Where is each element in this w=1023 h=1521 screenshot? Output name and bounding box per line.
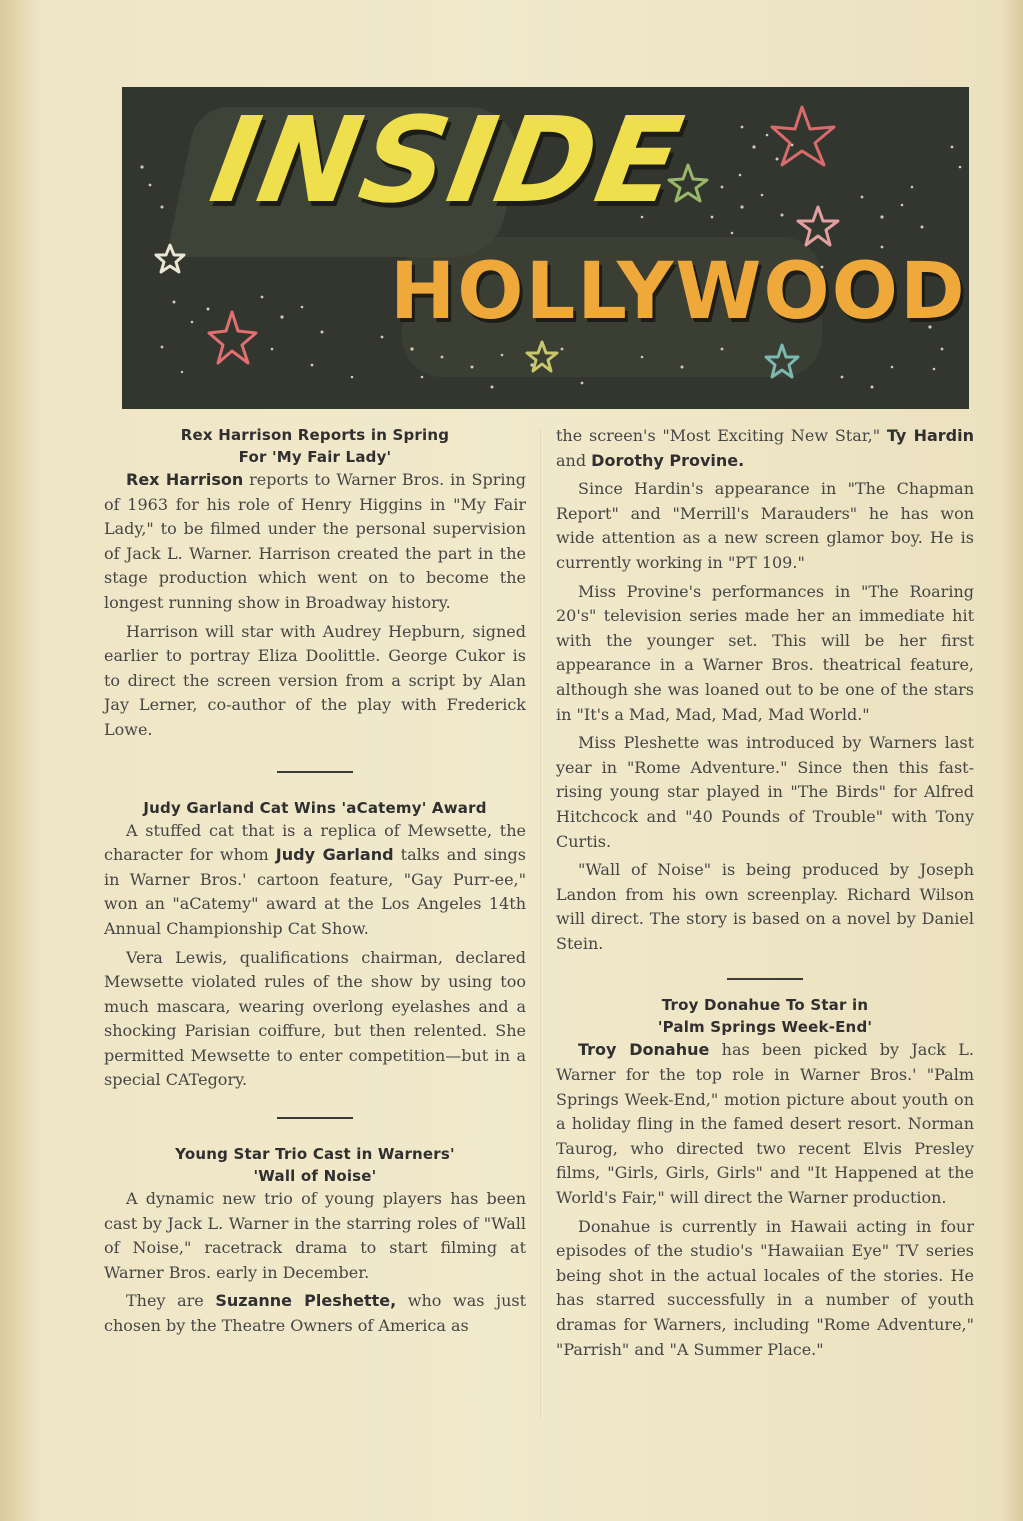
column-rule [540,428,541,1418]
article-headline: Judy Garland Cat Wins 'aCatemy' Award [143,798,487,817]
article-troy-donahue [556,994,974,1362]
section-divider [277,1117,353,1119]
article-headline [104,1143,526,1187]
article-paragraph: Miss Pleshette was introduced by Warners last year in "Rome Adventure." Since then this fast-rising young star played in "The Birds" for Alfred Hitchcock and "40 Pounds of Trouble" with Tony Curtis. [556,733,974,851]
headline-line: Rex Harrison Reports in Spring [180,426,450,444]
article-headline [104,424,526,468]
red-star-icon [209,312,256,363]
person-name: Troy Donahue [578,1040,710,1060]
section-divider [727,978,803,980]
banner-title-inside: INSIDE [201,91,695,229]
article-paragraph: Since Hardin's appearance in "The Chapman Report" and "Merrill's Marauders" he has won wide attention as a new screen glamor boy. He is currently working in "PT 109." [556,479,974,572]
headline-line: 'Palm Springs Week-End' [657,1018,873,1037]
yellow-star-icon [527,342,557,371]
inside-hollywood-banner [122,87,969,409]
article-paragraph [104,468,526,616]
article-headline [556,994,974,1038]
paragraph-text: and [556,450,592,470]
paragraph-text: talks and sings in Warner Bros.' cartoon feature, "Gay Purr-ee," won an "aCatemy" award at the Los Angeles 14th Annual Championship Cat Show. [104,845,527,938]
paragraph-text: the screen's "Most Exciting New Star," [556,426,887,445]
teal-star-icon [766,345,798,377]
section-divider [277,771,353,773]
article-young-star-trio-continued [556,424,974,956]
white-star-icon [156,245,184,272]
article-paragraph: Donahue is currently in Hawaii acting in four episodes of the studio's "Hawaiian Eye" TV series being shot in the actual locales of the stories. He has starred successfully in a number of youth dramas for Warners, including "Rome Adventure," "Parrish" and "A Summer Place." [556,1216,974,1359]
article-judy-garland [104,797,526,1094]
article-paragraph: Miss Provine's performances in "The Roaring 20's" television series made her an immediate hit with the younger set. This will be her first appearance in a Warner Bros. theatrical feature, although she was loaned out to be one of the stars in "It's a Mad, Mad, Mad, Mad World." [556,581,974,724]
article-rex-harrison [104,424,526,743]
article-paragraph: Harrison will star with Audrey Hepburn, signed earlier to portray Eliza Doolittle. George Cukor is to direct the screen version from a script by Alan Jay Lerner, co-author of the play with Frederick Lowe. [104,621,526,739]
paragraph-text: They are [126,1291,216,1311]
person-name: Ty Hardin [886,426,975,445]
article-paragraph [104,1289,526,1338]
paragraph-text: has been picked by Jack L. Warner for the top role in Warner Bros.' "Palm Springs Week-End," motion picture about youth on a holiday fling in the famed desert resort. Norman Taurog, who directed two recent Elvis Presley films, "Girls, Girls, Girls" and "It Happened at the World's Fair," will direct the Warner production. [556,1040,974,1208]
left-column [104,424,526,1339]
paragraph-text: A stuffed cat that is a replica of Mewsette, the character for whom [104,820,526,865]
pink-star-icon [798,207,838,245]
headline-line: 'Wall of Noise' [253,1167,377,1186]
person-name: Rex Harrison [126,470,244,489]
paragraph-text: reports to Warner Bros. in Spring of 1963 for his role of Henry Higgins in "My Fair Lady," to be filmed under the personal supervision of Jack L. Warner. Harrison created the part in the stage production which went on to become the longest running show in Broadway history. [104,470,527,612]
article-young-star-trio [104,1143,526,1339]
red-star-icon [772,107,834,165]
article-paragraph: Vera Lewis, qualifications chairman, declared Mewsette violated rules of the show by using too much mascara, wearing overlong eyelashes and a shocking Parisian coiffure, but then relented. She permitted Mewsette to enter competition—but in a special CATegory. [104,947,526,1090]
person-name: Suzanne Pleshette, [215,1291,397,1311]
paragraph-text: who was just chosen by the Theatre Owners of America as [104,1291,527,1336]
article-paragraph: A dynamic new trio of young players has been cast by Jack L. Warner in the starring roles of "Wall of Noise," racetrack drama to start filming at Warner Bros. early in December. [104,1189,526,1282]
article-paragraph: "Wall of Noise" is being produced by Joseph Landon from his own screenplay. Richard Wilson will direct. The story is based on a novel by Daniel Stein. [556,860,974,953]
banner-title-hollywood: HOLLYWOOD [390,247,967,337]
article-paragraph [556,424,974,473]
right-column [556,424,974,1362]
headline-line: Troy Donahue To Star in [661,996,869,1015]
person-name: Dorothy Provine. [591,450,745,470]
person-name: Judy Garland [275,845,394,865]
article-paragraph [104,819,526,942]
headline-line: Young Star Trio Cast in Warners' [175,1145,455,1164]
article-paragraph [556,1038,974,1210]
headline-line: For 'My Fair Lady' [238,448,392,466]
